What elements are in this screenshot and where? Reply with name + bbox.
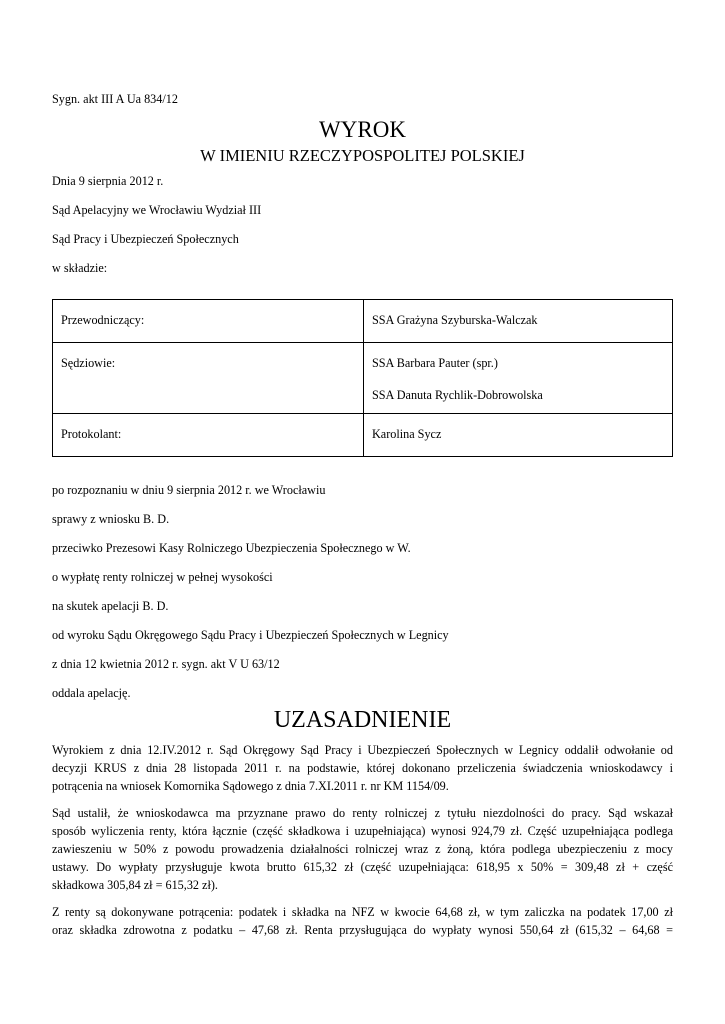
bench-names-cell [364,300,673,343]
bench-table [52,299,673,457]
ruling-line: o wypłatę renty rolniczej w pełnej wysokości [52,570,273,584]
bench-role-cell [53,343,364,414]
bench-role: Przewodniczący: [61,313,145,327]
case-signature: Sygn. akt III A Ua 834/12 [52,92,178,106]
justification-paragraph [52,804,673,894]
paragraph-line: ustawy. Do wypłaty przysługuje kwota brutto 615,32 zł (część uzupełniająca: 618,95 x 50% = 309,48 zł + część [52,860,673,874]
ruling-line: z dnia 12 kwietnia 2012 r. sygn. akt V U 63/12 [52,657,280,671]
ruling-line: od wyroku Sądu Okręgowego Sądu Pracy i Ubezpieczeń Społecznych w Legnicy [52,628,449,642]
bench-role-cell [53,300,364,343]
document-subtitle: W IMIENIU RZECZYPOSPOLITEJ POLSKIEJ [200,146,525,165]
bench-names-cell [364,343,673,414]
judgment-date: Dnia 9 sierpnia 2012 r. [52,174,164,188]
ruling-line: po rozpoznaniu w dniu 9 sierpnia 2012 r. we Wrocławiu [52,483,326,497]
justification-paragraph [52,903,673,939]
court-division: Sąd Pracy i Ubezpieczeń Społecznych [52,232,239,246]
table-row [53,414,673,457]
bench-name: SSA Barbara Pauter (spr.) [372,356,498,370]
ruling-line: na skutek apelacji B. D. [52,599,169,613]
paragraph-line: potrącenia na wniosek Komornika Sądowego z dnia 7.XI.2011 r. nr KM 1154/09. [52,779,449,793]
ruling-line: przeciwko Prezesowi Kasy Rolniczego Ubezpieczenia Społecznego w W. [52,541,411,555]
bench-role: Protokolant: [61,427,122,441]
paragraph-line: zawieszeniu w 50% z powodu prowadzenia działalności rolniczej wraz z żoną, która podlega ubezpieczeniu z mocy [52,842,673,856]
composition-label: w składzie: [52,261,108,275]
bench-name: Karolina Sycz [372,427,442,441]
paragraph-line: Sąd ustalił, że wnioskodawca ma przyznane prawo do renty rolniczej z tytułu niezdolności do pracy. Sąd wskazał [52,806,673,820]
ruling-line: sprawy z wniosku B. D. [52,512,170,526]
justification-heading: UZASADNIENIE [273,707,452,733]
paragraph-line: Wyrokiem z dnia 12.IV.2012 r. Sąd Okręgowy Sąd Pracy i Ubezpieczeń Społecznych w Legnicy oddalił odwołanie od [52,743,673,757]
bench-name: SSA Danuta Rychlik-Dobrowolska [372,388,543,402]
bench-role: Sędziowie: [61,356,116,370]
paragraph-line: oraz składka zdrowotna z podatku – 47,68 zł. Renta przysługująca do wypłaty wynosi 550,64 zł (615,32 – 64,68 = [52,923,673,937]
bench-role-cell [53,414,364,457]
bench-name: SSA Grażyna Szyburska-Walczak [372,313,538,327]
court-name: Sąd Apelacyjny we Wrocławiu Wydział III [52,203,262,217]
table-row [53,300,673,343]
paragraph-line: składkowa 305,84 zł = 615,32 zł). [52,878,218,892]
justification-paragraph [52,741,673,795]
paragraph-line: Z renty są dokonywane potrącenia: podatek i składka na NFZ w kwocie 64,68 zł, w tym zaliczka na podatek 17,00 zł [52,905,673,919]
ruling-verdict: oddala apelację. [52,686,131,700]
document-title: WYROK [319,117,406,142]
paragraph-line: decyzji KRUS z dnia 28 listopada 2011 r. na podstawie, której dokonano przeliczenia świadczenia wnioskodawcy i [52,761,673,775]
bench-names-cell [364,414,673,457]
paragraph-line: sposób wyliczenia renty, która łącznie (część składkowa i uzupełniająca) wynosi 924,79 zł. Część uzupełniająca podlega [52,824,673,838]
table-row [53,343,673,414]
